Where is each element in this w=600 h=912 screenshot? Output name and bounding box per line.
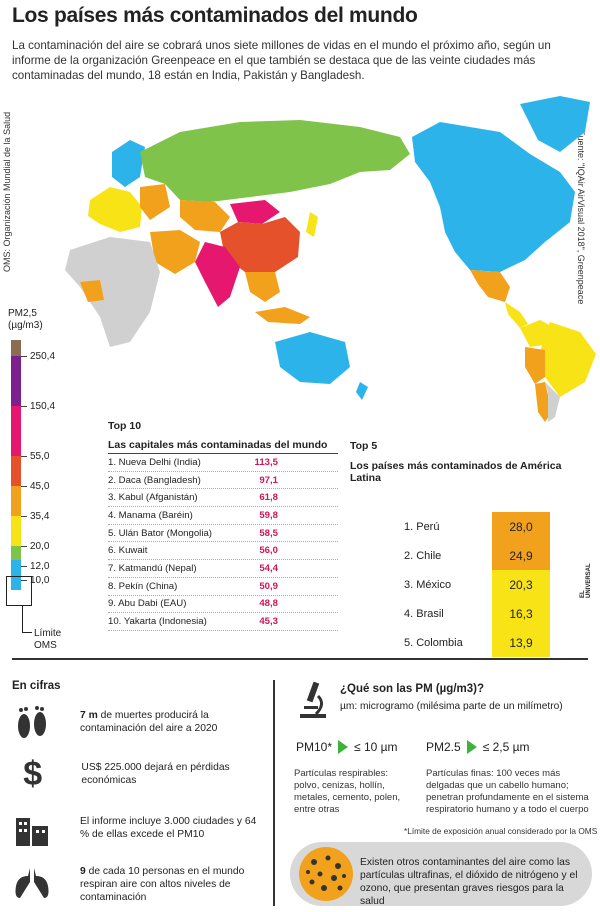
top10-row xyxy=(108,525,338,543)
map-new-zealand xyxy=(356,382,368,400)
section-divider xyxy=(12,658,588,660)
source-credit: Fuente: "IQAir AirVisual 2018", Greenpeace xyxy=(576,130,586,305)
world-map xyxy=(0,92,600,422)
top5-table xyxy=(350,440,594,657)
oms-note: *Límite de exposición anual considerado por la OMS xyxy=(404,826,598,836)
top10-subheading: Las capitales más contaminadas del mundo xyxy=(108,439,338,454)
top10-row xyxy=(108,542,338,560)
scale-band-yellow xyxy=(11,516,21,546)
top10-row xyxy=(108,613,338,631)
map-central-america xyxy=(505,302,528,328)
map-russia xyxy=(140,120,410,202)
scale-band-orange xyxy=(11,486,21,516)
country-value: 24,9 xyxy=(492,541,550,570)
city-value: 56,0 xyxy=(259,545,278,557)
top10-row xyxy=(108,472,338,490)
city-value: 113,5 xyxy=(254,456,278,468)
map-australia xyxy=(275,332,350,384)
intro-text: La contaminación del aire se cobrará unos siete millones de vidas en el mundo el próximo año, según un informe de la organización Greenpeace en el que también se destaca que de las veinte ciudades más contaminadas del mundo, 18 están en India, Pakistán y Bangladesh. xyxy=(12,39,551,82)
scale-label: 10,0 xyxy=(30,575,50,586)
top10-table xyxy=(108,420,338,631)
dollar-icon: $ xyxy=(23,754,43,793)
column-divider xyxy=(273,680,275,906)
scale-band-green xyxy=(11,546,21,560)
top10-row xyxy=(108,596,338,614)
scale-band-purple xyxy=(11,356,21,406)
particles-icon xyxy=(298,846,354,907)
buildings-icon xyxy=(12,806,52,850)
cifra-item: 7 m de muertes producirá la contaminación del aire a 2020 xyxy=(12,700,267,744)
scale-band-red-orange xyxy=(11,456,21,486)
top5-row xyxy=(350,512,594,541)
cifra-item: El informe incluye 3.000 ciudades y 64 % de ellas excede el PM10 xyxy=(12,806,267,850)
scale-label: 12,0 xyxy=(30,561,50,572)
top5-row xyxy=(350,599,594,628)
map-japan xyxy=(306,212,318,237)
country-value: 20,3 xyxy=(492,570,550,599)
map-mongolia xyxy=(230,200,280,224)
top10-row xyxy=(108,578,338,596)
map-southeast-asia xyxy=(245,272,280,302)
pm25-label: PM2.5 ≤ 2,5 µm xyxy=(426,740,530,754)
otros-text: Existen otros contaminantes del aire como las partículas ultrafinas, el dióxido de nitrógeno y el ozono, que presentan graves riesgos para la salud xyxy=(360,857,578,907)
city-value: 58,5 xyxy=(259,527,278,539)
map-scandinavia xyxy=(112,140,145,187)
top5-subheading: Los países más contaminados de América Latina xyxy=(350,460,562,484)
city-value: 61,8 xyxy=(259,492,278,504)
city-name: 6. Kuwait xyxy=(108,545,148,557)
lungs-icon xyxy=(12,862,52,906)
map-south-america-peru xyxy=(525,347,545,384)
city-name: 2. Daca (Bangladesh) xyxy=(108,474,201,486)
footprints-icon xyxy=(12,700,52,744)
city-name: 1. Nueva Delhi (India) xyxy=(108,456,201,468)
country-value: 16,3 xyxy=(492,599,550,628)
pm-um-definition: µm: microgramo (milésima parte de un milímetro) xyxy=(340,701,563,712)
country-name: 1. Perú xyxy=(404,520,440,533)
scale-label: 250,4 xyxy=(30,351,56,362)
city-name: 8. Pekín (China) xyxy=(108,580,178,592)
pm-heading: ¿Qué son las PM (µg/m3)? xyxy=(340,683,485,695)
cifra-item: $ US$ 225.000 dejará en pérdidas económicas xyxy=(12,752,267,796)
city-value: 97,1 xyxy=(259,474,278,486)
credit-label: EL UNIVERSAL xyxy=(580,563,592,598)
top5-row xyxy=(350,541,594,570)
country-value: 13,9 xyxy=(492,628,550,657)
limit-box xyxy=(6,576,32,606)
scale-label: 45,0 xyxy=(30,481,50,492)
top5-heading: Top 5 xyxy=(350,440,378,452)
city-name: 4. Manama (Baréin) xyxy=(108,509,193,521)
limit-label: Límite OMS xyxy=(34,628,62,651)
city-name: 10. Yakarta (Indonesia) xyxy=(108,616,207,628)
source-who: OMS: Organización Mundial de la Salud xyxy=(2,111,12,272)
country-name: 3. México xyxy=(404,578,452,591)
top10-row xyxy=(108,507,338,525)
city-name: 9. Abu Dabi (EAU) xyxy=(108,598,187,610)
pm10-label: PM10* ≤ 10 µm xyxy=(296,740,398,754)
cifra-item: 9 de cada 10 personas en el mundo respiran aire con altos niveles de contaminación xyxy=(12,862,267,906)
city-name: 5. Ulán Bator (Mongolia) xyxy=(108,527,212,539)
top10-heading: Top 10 xyxy=(108,420,142,432)
microscope-icon xyxy=(296,680,330,725)
top10-row xyxy=(108,489,338,507)
city-value: 45,3 xyxy=(259,616,278,628)
pm10-description: Partículas respirables: polvo, cenizas, hollín, metales, cemento, polen, entre otras xyxy=(294,768,401,815)
scale-label: 150,4 xyxy=(30,401,56,412)
top10-row xyxy=(108,454,338,472)
country-name: 2. Chile xyxy=(404,549,442,562)
map-greenland xyxy=(520,96,590,152)
cifras-heading: En cifras xyxy=(12,680,61,692)
pm25-description: Partículas finas: 100 veces más delgadas que un cabello humano; penetran profundamente en el sistema respiratorio humano y a todo el cuerpo xyxy=(426,768,589,815)
map-central-asia xyxy=(180,200,230,232)
country-name: 5. Colombia xyxy=(404,636,463,649)
arrow-right-icon xyxy=(338,740,348,754)
map-eastern-europe xyxy=(140,184,170,220)
city-name: 7. Katmandú (Nepal) xyxy=(108,562,197,574)
scale-label: 55,0 xyxy=(30,451,50,462)
top10-row xyxy=(108,560,338,578)
city-value: 50,9 xyxy=(259,580,278,592)
city-value: 54,4 xyxy=(259,562,278,574)
arrow-right-icon xyxy=(467,740,477,754)
top5-row xyxy=(350,570,594,599)
map-africa xyxy=(65,237,160,347)
map-europe xyxy=(88,187,142,232)
top5-row xyxy=(350,628,594,657)
country-name: 4. Brasil xyxy=(404,607,444,620)
city-name: 3. Kabul (Afganistán) xyxy=(108,492,198,504)
scale-label: 20,0 xyxy=(30,541,50,552)
scale-band-brown xyxy=(11,340,21,356)
map-mexico xyxy=(470,270,510,302)
page-title: Los países más contaminados del mundo xyxy=(12,4,418,27)
scale-band-pink xyxy=(11,406,21,456)
map-indonesia xyxy=(255,307,310,324)
city-value: 48,8 xyxy=(259,598,278,610)
scale-label: 35,4 xyxy=(30,511,50,522)
country-value: 28,0 xyxy=(492,512,550,541)
scale-bar xyxy=(11,340,21,590)
city-value: 59,8 xyxy=(259,509,278,521)
scale-title: PM2,5 (µg/m3) xyxy=(8,308,43,331)
